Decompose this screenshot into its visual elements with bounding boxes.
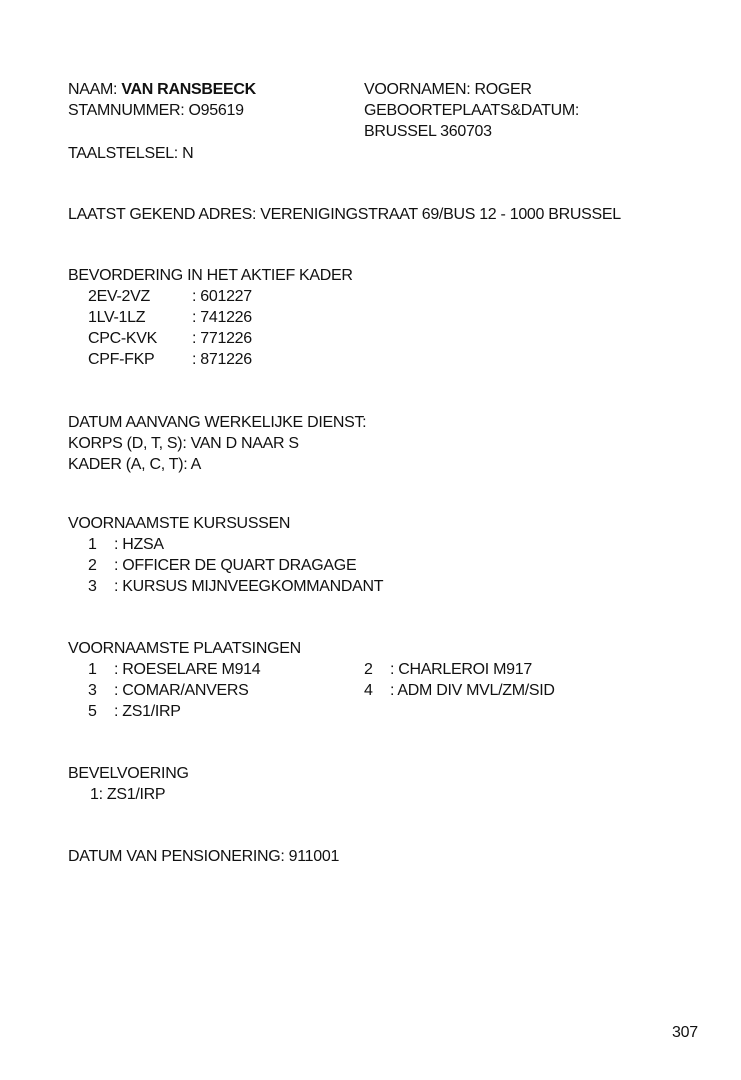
item-number: 3: [88, 578, 97, 595]
item-number: 5: [88, 703, 97, 720]
item-text: : HZSA: [114, 536, 164, 553]
naam-line: [68, 79, 256, 100]
item-text: : ZS1/IRP: [114, 703, 181, 720]
item-number: 4: [364, 682, 373, 699]
list-item: [88, 286, 353, 307]
list-item: [88, 349, 353, 370]
adres-line: LAATST GEKEND ADRES: VERENIGINGSTRAAT 69/BUS 12 - 1000 BRUSSEL: [68, 206, 621, 223]
list-item: [88, 328, 353, 349]
dienst-section: [68, 412, 366, 475]
list-item: [88, 534, 383, 555]
list-item: [88, 659, 260, 680]
item-text: : ADM DIV MVL/ZM/SID: [390, 682, 555, 699]
item-text: : OFFICER DE QUART DRAGAGE: [114, 557, 357, 574]
plaatsingen-left-list: [88, 659, 260, 722]
naam-value: VAN RANSBEECK: [121, 81, 256, 98]
rank-date: : 871226: [192, 351, 252, 368]
bevordering-section: [68, 265, 353, 370]
rank-date: : 741226: [192, 309, 252, 326]
bevordering-title: BEVORDERING IN HET AKTIEF KADER: [68, 267, 353, 284]
taalstelsel-line: TAALSTELSEL: N: [68, 145, 194, 162]
rank-code: CPF-FKP: [88, 351, 155, 368]
list-item: [88, 307, 353, 328]
naam-label: NAAM:: [68, 81, 118, 98]
korps-line: KORPS (D, T, S): VAN D NAAR S: [68, 435, 299, 452]
rank-code: CPC-KVK: [88, 330, 158, 347]
list-item: [88, 680, 260, 701]
bevelvoering-title: BEVELVOERING: [68, 765, 189, 782]
stamnummer-line: STAMNUMMER: O95619: [68, 102, 244, 119]
item-number: 3: [88, 682, 97, 699]
plaatsingen-title: VOORNAAMSTE PLAATSINGEN: [68, 640, 301, 657]
kader-line: KADER (A, C, T): A: [68, 456, 201, 473]
item-number: 1: [88, 661, 97, 678]
voornamen-line: VOORNAMEN: ROGER: [364, 81, 532, 98]
item-number: 2: [88, 557, 97, 574]
list-item: [88, 701, 260, 722]
item-text: : CHARLEROI M917: [390, 661, 532, 678]
kursussen-title: VOORNAAMSTE KURSUSSEN: [68, 515, 291, 532]
bevelvoering-item: 1: ZS1/IRP: [90, 786, 166, 803]
item-text: : COMAR/ANVERS: [114, 682, 249, 699]
page-number: 307: [672, 1024, 698, 1041]
rank-date: : 601227: [192, 288, 252, 305]
list-item: [88, 576, 383, 597]
bevordering-list: [68, 286, 353, 370]
item-number: 2: [364, 661, 373, 678]
item-number: 1: [88, 536, 97, 553]
bevelvoering-section: [68, 763, 189, 805]
plaatsingen-right-list: [364, 659, 555, 701]
pensionering-line: DATUM VAN PENSIONERING: 911001: [68, 848, 340, 865]
rank-code: 2EV-2VZ: [88, 288, 150, 305]
list-item: [88, 555, 383, 576]
dienst-title: DATUM AANVANG WERKELIJKE DIENST:: [68, 414, 367, 431]
kursussen-list: [68, 534, 383, 597]
list-item: [364, 680, 555, 701]
rank-date: : 771226: [192, 330, 252, 347]
item-text: : KURSUS MIJNVEEGKOMMANDANT: [114, 578, 384, 595]
geboorte-value: BRUSSEL 360703: [364, 123, 492, 140]
rank-code: 1LV-1LZ: [88, 309, 146, 326]
kursussen-section: [68, 513, 383, 597]
geboorte-label: GEBOORTEPLAATS&DATUM:: [364, 102, 580, 119]
item-text: : ROESELARE M914: [114, 661, 261, 678]
list-item: [364, 659, 555, 680]
